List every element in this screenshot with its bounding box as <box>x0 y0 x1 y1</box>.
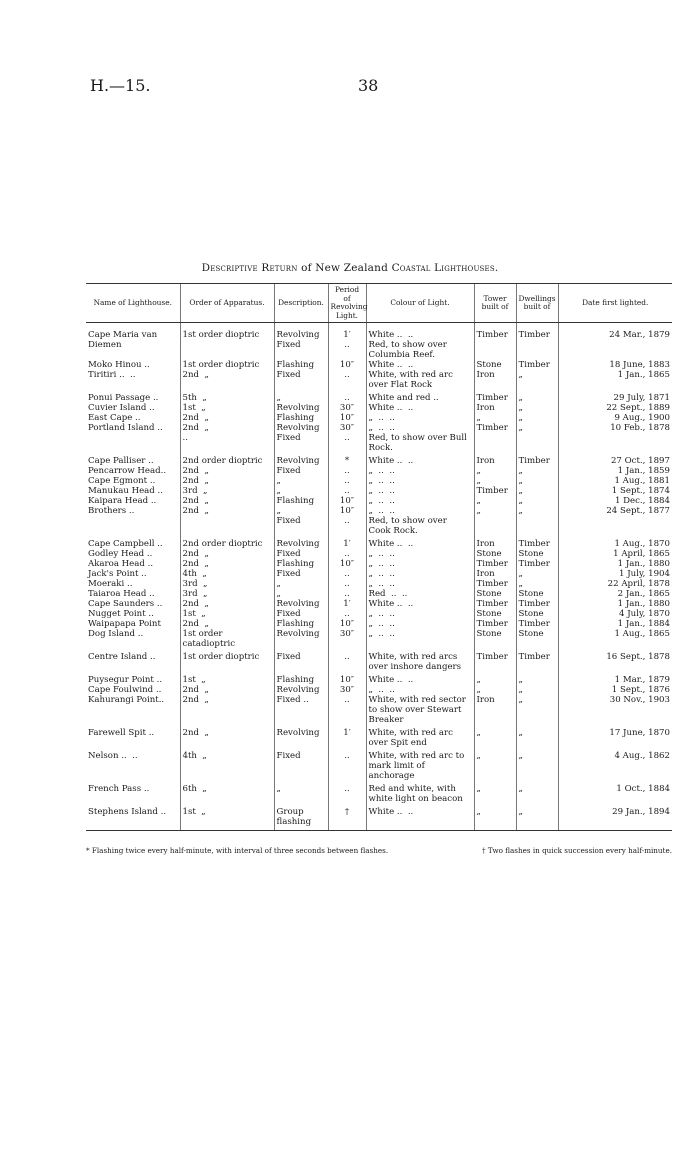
cell-order: 2nd „ <box>180 413 274 423</box>
cell-desc: Fixed <box>274 649 328 672</box>
cell-order: 2nd „ <box>180 476 274 486</box>
cell-period: .. <box>328 609 366 619</box>
cell-tower: „ <box>474 413 516 423</box>
cell-tower: „ <box>474 476 516 486</box>
page-number: 38 <box>358 76 379 95</box>
cell-order: 2nd „ <box>180 559 274 569</box>
table-title <box>0 262 700 274</box>
cell-order: 3rd „ <box>180 589 274 599</box>
cell-name: Nelson .. .. <box>88 751 138 762</box>
table-row <box>86 370 672 390</box>
cell-tower: „ <box>474 748 516 781</box>
cell-desc: Fixed <box>274 370 328 390</box>
cell-period: .. <box>328 589 366 599</box>
cell-dwell: „ <box>516 804 558 831</box>
cell-date: 1 Aug., 1865 <box>558 629 672 649</box>
cell-date: 17 June, 1870 <box>558 725 672 748</box>
cell-order: 2nd „ <box>180 685 274 695</box>
cell-date: 22 April, 1878 <box>558 579 672 589</box>
cell-date: 2 Jan., 1865 <box>558 589 672 599</box>
cell-date: 4 Aug., 1862 <box>558 748 672 781</box>
cell-name: Jack's Point .. <box>88 569 147 580</box>
table-row <box>86 748 672 781</box>
cell-date: 1 Aug., 1881 <box>558 476 672 486</box>
cell-dwell: „ <box>516 496 558 506</box>
cell-name: Farewell Spit .. <box>88 728 155 739</box>
cell-name: Ponui Passage .. <box>88 393 159 404</box>
cell-dwell: Timber <box>516 619 558 629</box>
cell-date: 1 Jan., 1880 <box>558 599 672 609</box>
cell-period: .. <box>328 781 366 804</box>
cell-date: 1 Sept., 1874 <box>558 486 672 496</box>
cell-tower: Iron <box>474 453 516 466</box>
cell-date: 1 Jan., 1859 <box>558 466 672 476</box>
cell-desc: Revolving <box>274 685 328 695</box>
cell-order: 4th „ <box>180 569 274 579</box>
cell-colour: „ .. .. <box>366 685 474 695</box>
cell-desc: Flashing <box>274 360 328 370</box>
cell-date: 4 July, 1870 <box>558 609 672 619</box>
title-part-1: Descriptive Return <box>201 262 298 274</box>
cell-name: Cape Saunders .. <box>88 599 163 610</box>
cell-desc: Revolving <box>274 599 328 609</box>
cell-name: Cape Maria van Diemen <box>88 330 160 351</box>
cell-order: 1st „ <box>180 609 274 619</box>
table-row <box>86 466 672 476</box>
cell-order: 4th „ <box>180 748 274 781</box>
cell-colour: White .. .. <box>366 804 474 831</box>
cell-tower: Iron <box>474 695 516 725</box>
cell-period: 10″ <box>328 360 366 370</box>
cell-name: Godley Head .. <box>88 549 153 560</box>
cell-name: Moeraki .. <box>88 579 133 590</box>
table-row <box>86 781 672 804</box>
table-row <box>86 672 672 685</box>
cell-order: 2nd „ <box>180 466 274 476</box>
cell-order: 2nd „ <box>180 549 274 559</box>
cell-name: Nugget Point .. <box>88 609 154 620</box>
cell-desc: Flashing <box>274 496 328 506</box>
cell-colour: „ .. .. <box>366 579 474 589</box>
cell-dwell: „ <box>516 695 558 725</box>
cell-colour: Red and white, with white light on beacon <box>366 781 474 804</box>
cell-colour: „ .. .. <box>366 549 474 559</box>
cell-tower: Timber <box>474 599 516 609</box>
cell-tower: Stone <box>474 629 516 649</box>
cell-dwell: „ <box>516 476 558 486</box>
cell-order: 6th „ <box>180 781 274 804</box>
table-row <box>86 360 672 370</box>
cell-dwell: Stone <box>516 549 558 559</box>
cell-date: 30 Nov., 1903 <box>558 695 672 725</box>
cell-tower: Stone <box>474 549 516 559</box>
cell-name: Manukau Head .. <box>88 486 163 497</box>
cell-name: Pencarrow Head.. <box>88 466 167 477</box>
title-part-2: of New Zealand <box>297 262 392 274</box>
cell-tower: „ <box>474 804 516 831</box>
cell-period: 10″ <box>328 413 366 423</box>
table-row <box>86 390 672 403</box>
cell-period: .. <box>328 695 366 725</box>
cell-period: .. <box>328 466 366 476</box>
cell-name: Centre Island .. <box>88 652 156 663</box>
cell-period: 30″ .. <box>328 423 366 453</box>
cell-desc: Revolving Fixed <box>274 323 328 361</box>
cell-dwell: „ <box>516 370 558 390</box>
cell-dwell: Timber <box>516 453 558 466</box>
cell-date: 1 Oct., 1884 <box>558 781 672 804</box>
cell-desc: Flashing <box>274 619 328 629</box>
cell-order: 2nd order dioptric <box>180 453 274 466</box>
cell-colour: „ .. .. <box>366 569 474 579</box>
cell-order: 2nd „ <box>180 599 274 609</box>
cell-order: 2nd „ <box>180 695 274 725</box>
cell-name: Cape Campbell .. <box>88 539 163 550</box>
table-row <box>86 579 672 589</box>
table-header-row <box>86 284 672 323</box>
cell-colour: White .. .. <box>366 599 474 609</box>
cell-name: East Cape .. <box>88 413 141 424</box>
cell-period: 30″ <box>328 629 366 649</box>
cell-desc: Flashing <box>274 413 328 423</box>
cell-desc: „ <box>274 476 328 486</box>
cell-period: 10″ <box>328 496 366 506</box>
cell-date: 24 Mar., 1879 <box>558 323 672 361</box>
cell-tower: Timber <box>474 390 516 403</box>
footnote-dagger: † Two flashes in quick succession every half-minute. <box>482 846 672 855</box>
cell-name: Puysegur Point .. <box>88 675 163 686</box>
cell-order: 2nd „ <box>180 370 274 390</box>
cell-desc: Fixed .. <box>274 695 328 725</box>
cell-dwell: Stone <box>516 589 558 599</box>
table-row <box>86 536 672 549</box>
cell-desc: Flashing <box>274 559 328 569</box>
cell-desc: Revolving <box>274 403 328 413</box>
cell-desc: Flashing <box>274 672 328 685</box>
cell-tower: Timber <box>474 423 516 453</box>
cell-colour: „ .. .. <box>366 413 474 423</box>
cell-desc: Fixed <box>274 609 328 619</box>
cell-name: Taiaroa Head .. <box>88 589 155 600</box>
cell-date: 24 Sept., 1877 <box>558 506 672 536</box>
cell-desc: Fixed <box>274 549 328 559</box>
table-row <box>86 453 672 466</box>
cell-order: 1st „ <box>180 672 274 685</box>
cell-date: 29 Jan., 1894 <box>558 804 672 831</box>
cell-dwell: „ <box>516 781 558 804</box>
cell-tower: Stone <box>474 609 516 619</box>
cell-tower: „ <box>474 466 516 476</box>
cell-tower: Stone <box>474 360 516 370</box>
cell-date: 1 Jan., 1884 <box>558 619 672 629</box>
cell-colour: White, with red arc over Spit end <box>366 725 474 748</box>
col-header-tower: Tower built of <box>474 284 516 323</box>
cell-dwell: Timber <box>516 360 558 370</box>
cell-name: Dog Island .. <box>88 629 144 640</box>
cell-date: 18 June, 1883 <box>558 360 672 370</box>
cell-name: Cape Egmont .. <box>88 476 156 487</box>
cell-tower: „ <box>474 672 516 685</box>
col-header-colour: Colour of Light. <box>366 284 474 323</box>
cell-tower: Iron <box>474 536 516 549</box>
cell-tower: Timber <box>474 619 516 629</box>
cell-colour: White .. .. <box>366 453 474 466</box>
cell-date: 27 Oct., 1897 <box>558 453 672 466</box>
cell-colour: „ .. .. <box>366 559 474 569</box>
cell-order: 1st order dioptric <box>180 323 274 361</box>
cell-dwell: „ <box>516 423 558 453</box>
table-row <box>86 476 672 486</box>
cell-tower: Timber <box>474 486 516 496</box>
cell-colour: White .. .. <box>366 360 474 370</box>
cell-dwell: „ <box>516 506 558 536</box>
cell-order: 2nd „ <box>180 725 274 748</box>
cell-colour: „ .. .. <box>366 619 474 629</box>
cell-colour: Red .. .. <box>366 589 474 599</box>
cell-tower: „ <box>474 685 516 695</box>
cell-colour: „ .. .. <box>366 476 474 486</box>
cell-date: 1 Jan., 1880 <box>558 559 672 569</box>
cell-date: 1 July, 1904 <box>558 569 672 579</box>
col-header-dwellings: Dwellings built of <box>516 284 558 323</box>
cell-colour: White .. .. <box>366 672 474 685</box>
cell-order: 1st order dioptric <box>180 360 274 370</box>
cell-colour: White, with red sector to show over Stewart Breaker <box>366 695 474 725</box>
table-row <box>86 403 672 413</box>
table-row <box>86 423 672 453</box>
cell-date: 1 Dec., 1884 <box>558 496 672 506</box>
cell-dwell: „ <box>516 403 558 413</box>
table-row <box>86 549 672 559</box>
cell-period: .. <box>328 370 366 390</box>
cell-dwell: „ <box>516 725 558 748</box>
cell-colour: „ .. .. Red, to show over Cook Rock. <box>366 506 474 536</box>
cell-tower: Iron <box>474 569 516 579</box>
cell-order: 1st „ <box>180 403 274 413</box>
cell-desc: Revolving Fixed <box>274 423 328 453</box>
cell-order: 1st order catadioptric <box>180 629 274 649</box>
cell-tower: Timber <box>474 649 516 672</box>
cell-date: 1 April, 1865 <box>558 549 672 559</box>
cell-date: 1 Sept., 1876 <box>558 685 672 695</box>
cell-colour: White, with red arcs over inshore dangers <box>366 649 474 672</box>
cell-order: 3rd „ <box>180 579 274 589</box>
cell-period: .. <box>328 649 366 672</box>
cell-date: 1 Aug., 1870 <box>558 536 672 549</box>
cell-order: 3rd „ <box>180 486 274 496</box>
cell-dwell: Stone <box>516 609 558 619</box>
cell-desc: „ <box>274 589 328 599</box>
cell-dwell: „ <box>516 748 558 781</box>
cell-tower: Timber <box>474 323 516 361</box>
cell-dwell: „ <box>516 390 558 403</box>
table-row <box>86 323 672 361</box>
cell-period: * <box>328 453 366 466</box>
cell-order: 2nd order dioptric <box>180 536 274 549</box>
cell-order: 1st „ <box>180 804 274 831</box>
cell-date: 10 Feb., 1878 <box>558 423 672 453</box>
cell-period: 10″ <box>328 619 366 629</box>
cell-tower: Iron <box>474 370 516 390</box>
cell-desc: Fixed <box>274 748 328 781</box>
cell-name: Moko Hinou .. <box>88 360 150 371</box>
cell-date: 16 Sept., 1878 <box>558 649 672 672</box>
cell-name: Stephens Island .. <box>86 804 180 831</box>
cell-order: 2nd „ <box>180 506 274 536</box>
cell-desc: Fixed <box>274 569 328 579</box>
cell-period: 1′ <box>328 725 366 748</box>
cell-dwell: „ <box>516 685 558 695</box>
cell-tower: „ <box>474 506 516 536</box>
cell-name: French Pass .. <box>88 784 150 795</box>
cell-desc: Revolving <box>274 725 328 748</box>
cell-desc: Revolving <box>274 536 328 549</box>
cell-date: 1 Mar., 1879 <box>558 672 672 685</box>
table-row <box>86 619 672 629</box>
cell-tower: Timber <box>474 559 516 569</box>
cell-colour: „ .. .. <box>366 629 474 649</box>
cell-dwell: „ <box>516 486 558 496</box>
cell-dwell: „ <box>516 672 558 685</box>
cell-name: Portland Island .. <box>88 423 163 434</box>
cell-desc: Revolving <box>274 453 328 466</box>
table-row <box>86 609 672 619</box>
cell-period: 1′ <box>328 599 366 609</box>
table-row <box>86 496 672 506</box>
cell-colour: „ .. .. <box>366 486 474 496</box>
cell-period: 1′ <box>328 536 366 549</box>
cell-name: Cape Foulwind .. <box>88 685 162 696</box>
cell-name: Brothers .. <box>88 506 135 517</box>
cell-name: Cape Palliser .. <box>88 456 154 467</box>
table-row <box>86 589 672 599</box>
cell-period: .. <box>328 549 366 559</box>
cell-colour: „ .. .. Red, to show over Bull Rock. <box>366 423 474 453</box>
cell-colour: White, with red arc to mark limit of anchorage <box>366 748 474 781</box>
cell-name: Akaroa Head .. <box>88 559 154 570</box>
table-row <box>86 695 672 725</box>
cell-name: Waipapapa Point <box>88 619 161 630</box>
cell-tower: Timber <box>474 579 516 589</box>
cell-period: 30″ <box>328 685 366 695</box>
table-row <box>86 649 672 672</box>
cell-colour: White and red .. <box>366 390 474 403</box>
footnote-star: * Flashing twice every half-minute, with interval of three seconds between flashes. <box>86 846 389 855</box>
cell-tower: Stone <box>474 589 516 599</box>
table-row <box>86 804 672 831</box>
col-header-order: Order of Apparatus. <box>180 284 274 323</box>
table-row <box>86 413 672 423</box>
table-row <box>86 629 672 649</box>
cell-dwell: „ <box>516 466 558 476</box>
cell-dwell: Timber <box>516 599 558 609</box>
cell-name: Cuvier Island .. <box>88 403 155 414</box>
cell-dwell: „ <box>516 569 558 579</box>
table-row <box>86 486 672 496</box>
cell-order: 1st order dioptric <box>180 649 274 672</box>
cell-order: 2nd „ <box>180 496 274 506</box>
cell-period: 10″ <box>328 672 366 685</box>
table-row <box>86 725 672 748</box>
cell-tower: „ <box>474 781 516 804</box>
cell-dwell: Timber <box>516 536 558 549</box>
table-row <box>86 599 672 609</box>
cell-colour: White .. .. <box>366 536 474 549</box>
cell-date: 9 Aug., 1900 <box>558 413 672 423</box>
cell-colour: „ .. .. <box>366 609 474 619</box>
cell-dwell: Timber <box>516 559 558 569</box>
table-row <box>86 506 672 536</box>
cell-date: 1 Jan., 1865 <box>558 370 672 390</box>
cell-period: † <box>328 804 366 831</box>
cell-period: .. <box>328 569 366 579</box>
cell-order: 2nd „ <box>180 619 274 629</box>
cell-colour: White .. .. <box>366 403 474 413</box>
cell-tower: Iron <box>474 403 516 413</box>
col-header-description: Description. <box>274 284 328 323</box>
cell-tower: „ <box>474 496 516 506</box>
cell-order: 2nd „ .. <box>180 423 274 453</box>
cell-name: Tiritiri .. .. <box>88 370 136 381</box>
cell-date: 29 July, 1871 <box>558 390 672 403</box>
cell-desc: Revolving <box>274 629 328 649</box>
cell-colour: „ .. .. <box>366 466 474 476</box>
cell-period: .. <box>328 579 366 589</box>
cell-dwell: Stone <box>516 629 558 649</box>
cell-desc: „ <box>274 579 328 589</box>
cell-name: Kahurangi Point.. <box>88 695 165 706</box>
cell-desc: „ Fixed <box>274 506 328 536</box>
lighthouse-table <box>86 283 672 831</box>
table-row <box>86 569 672 579</box>
cell-period: 1′ .. <box>328 323 366 361</box>
cell-period: 30″ <box>328 403 366 413</box>
cell-desc: Fixed <box>274 466 328 476</box>
cell-desc: „ <box>274 390 328 403</box>
cell-dwell: Timber <box>516 323 558 361</box>
cell-period: .. <box>328 476 366 486</box>
cell-colour: White .. .. Red, to show over Columbia Reef. <box>366 323 474 361</box>
col-header-date: Date first lighted. <box>558 284 672 323</box>
cell-name: Kaipara Head .. <box>88 496 157 507</box>
cell-period: .. <box>328 748 366 781</box>
cell-dwell: Timber <box>516 649 558 672</box>
table-row <box>86 559 672 569</box>
cell-dwell: „ <box>516 413 558 423</box>
footnotes <box>86 846 672 855</box>
table-body <box>86 323 672 831</box>
cell-dwell: „ <box>516 579 558 589</box>
cell-desc: „ <box>274 781 328 804</box>
cell-period: .. <box>328 486 366 496</box>
col-header-period: Period of Revolving Light. <box>328 284 366 323</box>
cell-period: .. <box>328 390 366 403</box>
cell-desc: Group flashing <box>274 804 328 831</box>
cell-desc: „ <box>274 486 328 496</box>
title-part-3: Coastal Lighthouses. <box>391 262 499 274</box>
table-row <box>86 685 672 695</box>
col-header-name: Name of Lighthouse. <box>86 284 180 323</box>
cell-order: 5th „ <box>180 390 274 403</box>
cell-colour: White, with red arc over Flat Rock <box>366 370 474 390</box>
cell-period: 10″ <box>328 559 366 569</box>
page-identifier: H.—15. <box>90 76 151 95</box>
cell-tower: „ <box>474 725 516 748</box>
cell-period: 10″ .. <box>328 506 366 536</box>
cell-date: 22 Sept., 1889 <box>558 403 672 413</box>
cell-colour: „ .. .. <box>366 496 474 506</box>
